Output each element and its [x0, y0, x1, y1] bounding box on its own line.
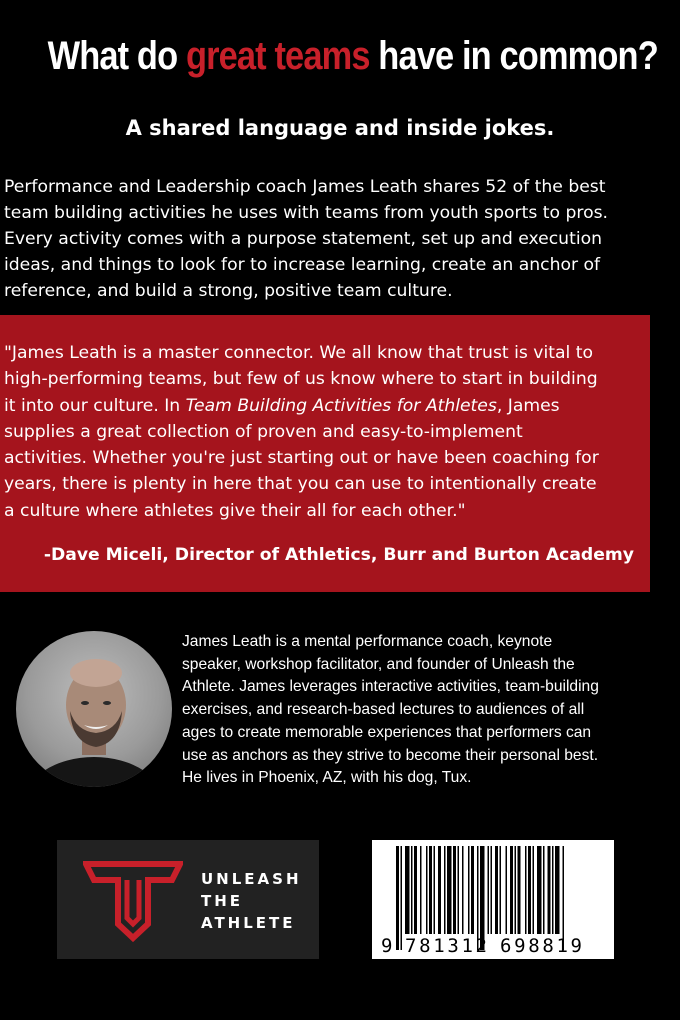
- barcode-bar: [458, 846, 460, 934]
- intro-line: ideas, and things to look for to increase learning, create an anchor of: [4, 255, 601, 275]
- isbn-barcode: [372, 840, 614, 959]
- bio-line: ages to create memorable experiences that performers can: [182, 723, 592, 741]
- barcode-bar: [411, 846, 413, 934]
- barcode-bar: [525, 846, 527, 934]
- barcode-bar: [488, 846, 490, 934]
- barcode-bar: [471, 846, 474, 934]
- barcode-bar: [555, 846, 560, 934]
- bio-line: exercises, and research-based lectures to audiences of all: [182, 701, 585, 719]
- logo-line: UNLEASH: [201, 870, 302, 888]
- author-photo: [16, 631, 172, 787]
- headline-part2: have in common?: [369, 34, 658, 78]
- barcode-bar: [533, 846, 535, 934]
- testimonial-quote: [4, 340, 644, 524]
- barcode-bar: [500, 846, 502, 934]
- quote-line: high-performing teams, but few of us know where to start in building: [4, 369, 598, 390]
- barcode-bar: [429, 846, 432, 934]
- barcode-bar: [405, 846, 410, 934]
- barcode-bar: [491, 846, 493, 934]
- intro-line: reference, and build a strong, positive team culture.: [4, 281, 453, 301]
- subhead: A shared language and inside jokes.: [125, 116, 555, 140]
- quote-line: years, there is plenty in here that you can use to intentionally create: [4, 474, 597, 495]
- intro-line: Performance and Leadership coach James Leath shares 52 of the best: [4, 177, 606, 197]
- author-bio: [182, 631, 676, 790]
- headline: [47, 34, 658, 79]
- logo-line: ATHLETE: [201, 914, 296, 932]
- barcode-bar: [543, 846, 545, 934]
- bio-line: He lives in Phoenix, AZ, with his dog, Tux.: [182, 769, 472, 787]
- barcode-group2: 698819: [500, 935, 582, 957]
- barcode-bar: [453, 846, 456, 934]
- barcode-bar: [434, 846, 436, 934]
- quote-attribution: -Dave Miceli, Director of Athletics, Burr and Burton Academy: [43, 545, 634, 565]
- testimonial-box: [0, 315, 650, 592]
- barcode-bar: [510, 846, 513, 934]
- headline-accent: great teams: [185, 34, 370, 78]
- barcode-bar: [414, 846, 417, 934]
- barcode-bar: [447, 846, 452, 934]
- intro-paragraph: [4, 174, 676, 304]
- quote-line: supplies a great collection of proven and easy-to-implement: [4, 421, 523, 442]
- barcode-bar: [537, 846, 542, 934]
- barcode-bar: [552, 846, 554, 934]
- barcode-bar: [420, 846, 422, 934]
- quote-line: "James Leath is a master connector. We all know that trust is vital to: [4, 343, 594, 363]
- bio-line: James Leath is a mental performance coach, keynote: [182, 633, 553, 650]
- barcode-lead-digit: 9: [381, 935, 393, 957]
- quote-line: a culture where athletes give their all for each other.": [4, 500, 466, 521]
- barcode-bar: [506, 846, 508, 934]
- bio-line: Athlete. James leverages interactive activities, team-building: [182, 678, 599, 696]
- bio-line: speaker, workshop facilitator, and founder of Unleash the: [182, 655, 575, 673]
- author-portrait-icon: [16, 631, 172, 787]
- barcode-bar: [518, 846, 521, 934]
- logo-line: THE: [201, 892, 244, 910]
- barcode-bar: [426, 846, 428, 934]
- barcode-graphic: [372, 840, 614, 959]
- barcode-bar: [548, 846, 551, 934]
- bio-line: use as anchors as they strive to become their personal best.: [182, 746, 599, 764]
- barcode-bar: [468, 846, 470, 934]
- shield-logo-icon: [83, 858, 183, 942]
- barcode-bar: [438, 846, 441, 934]
- barcode-bar: [401, 846, 403, 950]
- quote-line3-before: it into our culture. In: [4, 395, 186, 416]
- barcode-bar: [396, 846, 399, 950]
- publisher-logo: [57, 840, 319, 959]
- intro-line: Every activity comes with a purpose statement, set up and execution: [4, 229, 603, 249]
- barcode-bar: [528, 846, 531, 934]
- barcode-bar: [495, 846, 498, 934]
- logo-wordmark: [201, 868, 302, 934]
- barcode-bar: [444, 846, 446, 934]
- quote-line: [4, 393, 644, 419]
- quote-line3-after: , James: [496, 395, 560, 416]
- intro-line: team building activities he uses with teams from youth sports to pros.: [4, 203, 609, 223]
- quote-line: activities. Whether you're just starting out or have been coaching for: [4, 448, 599, 469]
- barcode-bar: [462, 846, 464, 934]
- headline-part1: What do: [47, 34, 186, 78]
- barcode-bar: [515, 846, 517, 934]
- barcode-group1: 781312: [405, 935, 487, 957]
- book-title: Team Building Activities for Athletes: [185, 395, 497, 416]
